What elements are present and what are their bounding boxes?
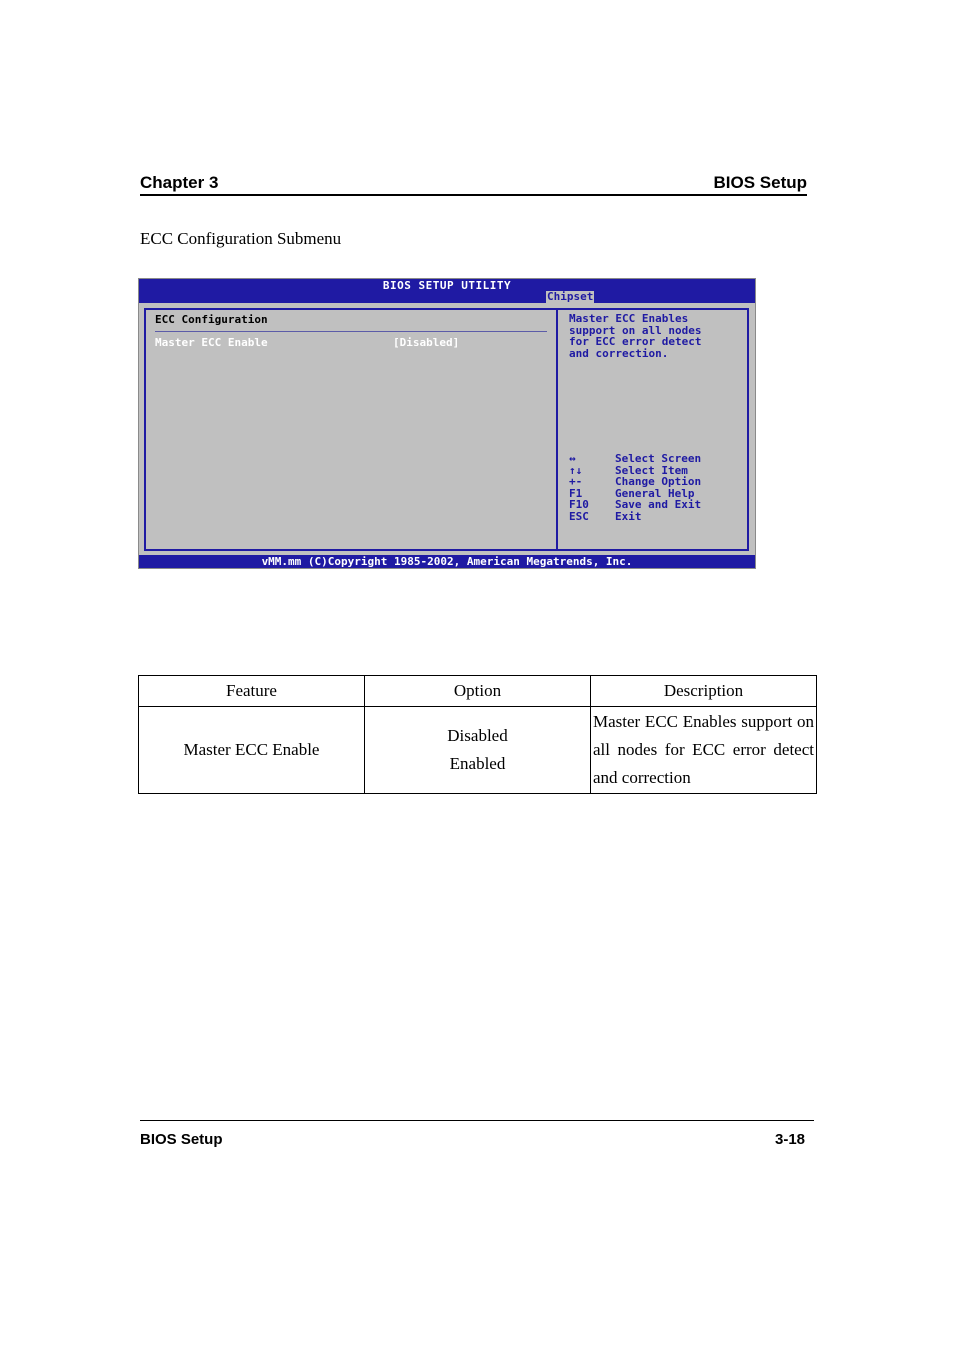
master-ecc-enable-value[interactable]: [Disabled] [393, 336, 460, 349]
cell-options [365, 707, 591, 794]
footer-title: BIOS Setup [140, 1131, 223, 1148]
key-arrows-ud-icon: ↑↓ [569, 463, 583, 477]
chapter-label: Chapter 3 [140, 173, 219, 192]
table-header-row [139, 676, 817, 707]
key-row [569, 511, 701, 523]
key-action: Select Item [615, 463, 688, 477]
header-description: Description [591, 676, 817, 707]
bios-screenshot [138, 278, 756, 569]
footer-rule [140, 1120, 814, 1121]
section-divider [155, 331, 547, 332]
help-line: support on all nodes [569, 323, 702, 337]
figure-caption: ECC Configuration Submenu [140, 229, 342, 248]
feature-table [138, 675, 817, 794]
tab-chipset[interactable]: Chipset [547, 290, 594, 303]
key-f10: F10 [569, 498, 589, 511]
table-row [139, 707, 817, 794]
key-arrows-lr-icon: ↔ [569, 452, 576, 465]
help-line: Master ECC Enables [569, 312, 689, 325]
help-line: for ECC error detect [569, 335, 702, 348]
header-feature: Feature [139, 676, 365, 707]
bios-copyright: vMM.mm (C)Copyright 1985-2002, American Megatrends, Inc. [139, 555, 755, 568]
bios-help-text [569, 313, 744, 359]
page-number: 3-18 [775, 1131, 806, 1148]
option-disabled: Disabled [447, 726, 508, 745]
key-action: General Help [615, 486, 695, 500]
cell-description: Master ECC Enables support on all nodes for ECC error detect and correction [591, 707, 817, 794]
key-f1: F1 [569, 486, 583, 500]
key-action: Select Screen [615, 452, 702, 465]
page-header [140, 172, 807, 196]
master-ecc-enable-item[interactable]: Master ECC Enable [155, 336, 268, 349]
key-plus-minus: +- [569, 475, 583, 488]
bios-key-legend [569, 453, 701, 522]
key-action: Change Option [615, 475, 702, 488]
key-action: Save and Exit [615, 498, 702, 511]
bios-divider [556, 308, 558, 551]
bios-title: BIOS SETUP UTILITY [382, 279, 512, 292]
section-label: BIOS Setup [713, 173, 807, 192]
header-option: Option [365, 676, 591, 707]
bios-title-bar [139, 279, 755, 303]
key-esc: ESC [569, 509, 589, 523]
bios-section-title: ECC Configuration [155, 313, 268, 326]
help-line: and correction. [569, 346, 669, 360]
option-enabled: Enabled [449, 754, 506, 773]
cell-feature: Master ECC Enable [139, 707, 365, 794]
key-action: Exit [615, 509, 642, 523]
